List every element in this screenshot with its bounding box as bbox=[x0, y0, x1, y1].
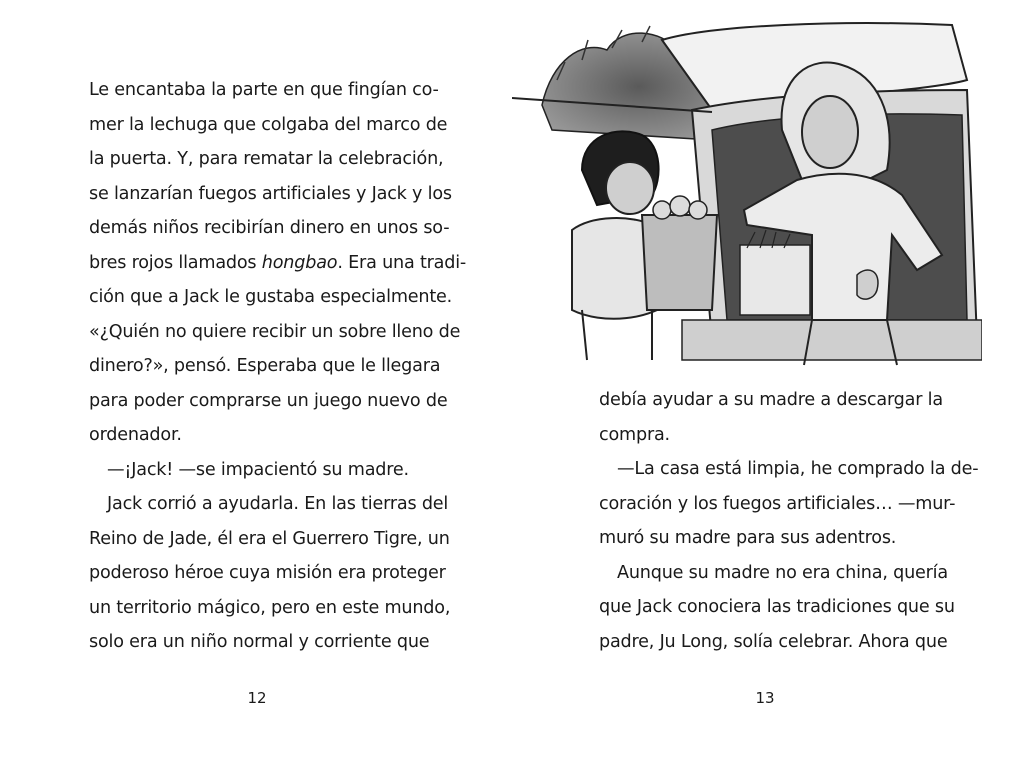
page-number: 13 bbox=[755, 689, 775, 707]
text-line bbox=[89, 246, 467, 281]
text-line: solo era un niño normal y corriente que bbox=[89, 632, 430, 652]
text-line: compra. bbox=[599, 424, 670, 445]
text-fragment: bres rojos llamados bbox=[89, 252, 262, 273]
text-line: para poder comprarse un juego nuevo de bbox=[89, 390, 448, 411]
right-page-text bbox=[599, 383, 979, 659]
text-line: padre, Ju Long, solía celebrar. Ahora que bbox=[599, 631, 948, 652]
text-line: demás niños recibirían dinero en unos so- bbox=[89, 218, 450, 238]
text-line: —La casa está limpia, he comprado la de- bbox=[617, 459, 979, 479]
text-line: ordenador. bbox=[89, 425, 182, 445]
text-line: mer la lechuga que colgaba del marco de bbox=[89, 114, 448, 135]
italic-word: hongbao bbox=[261, 252, 338, 273]
text-line: Aunque su madre no era china, quería bbox=[617, 562, 948, 583]
text-line: «¿Quién no quiere recibir un sobre lleno de bbox=[89, 321, 461, 342]
text-line: Le encantaba la parte en que fingían co- bbox=[89, 80, 439, 100]
text-line: la puerta. Y, para rematar la celebración, bbox=[89, 149, 444, 169]
text-line: se lanzarían fuegos artificiales y Jack y los bbox=[89, 183, 452, 204]
text-line: coración y los fuegos artificiales… —mur- bbox=[599, 493, 956, 514]
right-page bbox=[512, 0, 1024, 759]
text-fragment: . Era una tradi- bbox=[337, 252, 467, 273]
page-number: 12 bbox=[247, 689, 267, 707]
text-line: debía ayudar a su madre a descargar la bbox=[599, 390, 943, 410]
text-line: Jack corrió a ayudarla. En las tierras del bbox=[107, 494, 449, 514]
text-line: muró su madre para sus adentros. bbox=[599, 528, 897, 548]
text-line: Reino de Jade, él era el Guerrero Tigre, un bbox=[89, 528, 450, 549]
illustration-mother-and-son-unloading-car bbox=[512, 20, 982, 372]
text-line: un territorio mágico, pero en este mundo, bbox=[89, 597, 451, 618]
text-line: —¡Jack! —se impacientó su madre. bbox=[107, 459, 409, 480]
text-line: ción que a Jack le gustaba especialmente. bbox=[89, 287, 453, 307]
text-line: que Jack conociera las tradiciones que su bbox=[599, 597, 955, 617]
text-line: poderoso héroe cuya misión era proteger bbox=[89, 563, 446, 583]
left-page-text bbox=[89, 73, 467, 660]
text-line: dinero?», pensó. Esperaba que le llegara bbox=[89, 356, 441, 376]
